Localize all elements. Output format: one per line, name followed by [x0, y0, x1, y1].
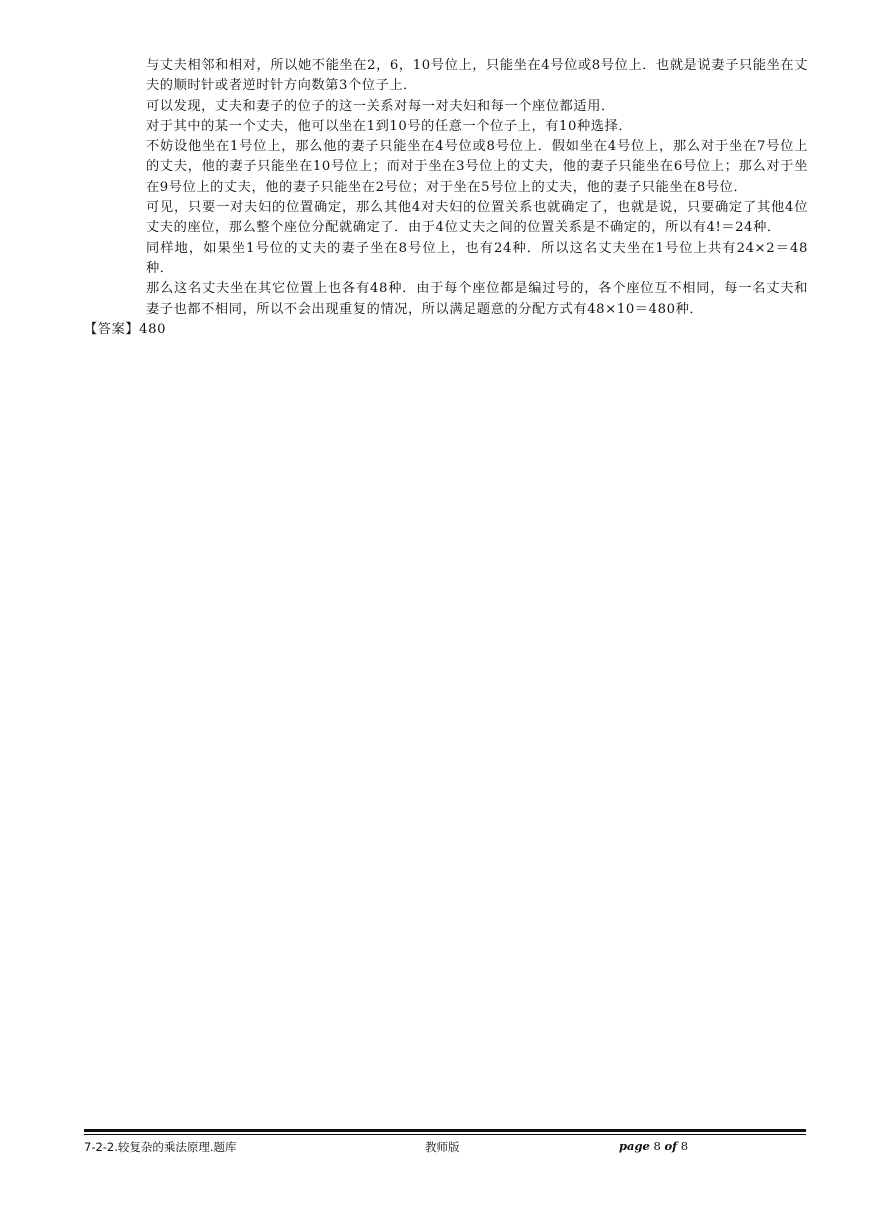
page-footer: [84, 1139, 806, 1157]
paragraph-4: 不妨设他坐在1号位上，那么他的妻子只能坐在4号位或8号位上．假如坐在4号位上，那么对于坐在7号位上的丈夫，他的妻子只能坐在10号位上；而对于坐在3号位上的丈夫，他的妻子只能坐在6号位上；那么对于坐在9号位上的丈夫，他的妻子只能坐在2号位；对于坐在5号位上的丈夫，他的妻子只能坐在8号位．: [146, 139, 808, 195]
of-word: of: [664, 1139, 678, 1153]
paragraph-2: 可以发现，丈夫和妻子的位子的这一关系对每一对夫妇和每一个座位都适用．: [146, 98, 615, 114]
footer-doc-title: 7-2-2.较复杂的乘法原理.题库: [84, 1140, 237, 1154]
footer-page-number: [619, 1139, 688, 1153]
page-num: 8: [653, 1139, 661, 1153]
page-total: 8: [680, 1139, 689, 1153]
answer-label: 【答案】: [84, 321, 140, 337]
paragraph-6: 同样地，如果坐1号位的丈夫的妻子坐在8号位上，也有24种．所以这名丈夫坐在1号位上共有24×2＝48种．: [146, 240, 808, 276]
page-word: page: [619, 1139, 650, 1153]
paragraph-3: 对于其中的某一个丈夫，他可以坐在1到10号的任意一个位子上，有10种选择．: [146, 118, 633, 134]
paragraph-7: 那么这名丈夫坐在其它位置上也各有48种．由于每个座位都是编过号的，各个座位互不相同，每一名丈夫和妻子也都不相同，所以不会出现重复的情况，所以满足题意的分配方式有48×10＝480种．: [146, 281, 808, 317]
footer-rule-thick: [84, 1129, 806, 1132]
footer-edition: 教师版: [425, 1140, 460, 1154]
answer-line: [84, 320, 808, 340]
paragraph-5: 可见，只要一对夫妇的位置确定，那么其他4对夫妇的位置关系也就确定了，也就是说，只要确定了其他4位丈夫的座位，那么整个座位分配就确定了．由于4位丈夫之间的位置关系是不确定的，所以有4!＝24种．: [146, 200, 808, 236]
answer-value: 480: [139, 321, 167, 337]
footer-rule-thin: [84, 1134, 806, 1135]
paragraph-1: 与丈夫相邻和相对，所以她不能坐在2，6，10号位上，只能坐在4号位或8号位上．也就是说妻子只能坐在丈夫的顺时针或者逆时针方向数第3个位子上．: [146, 58, 808, 94]
document-body: [84, 56, 808, 340]
